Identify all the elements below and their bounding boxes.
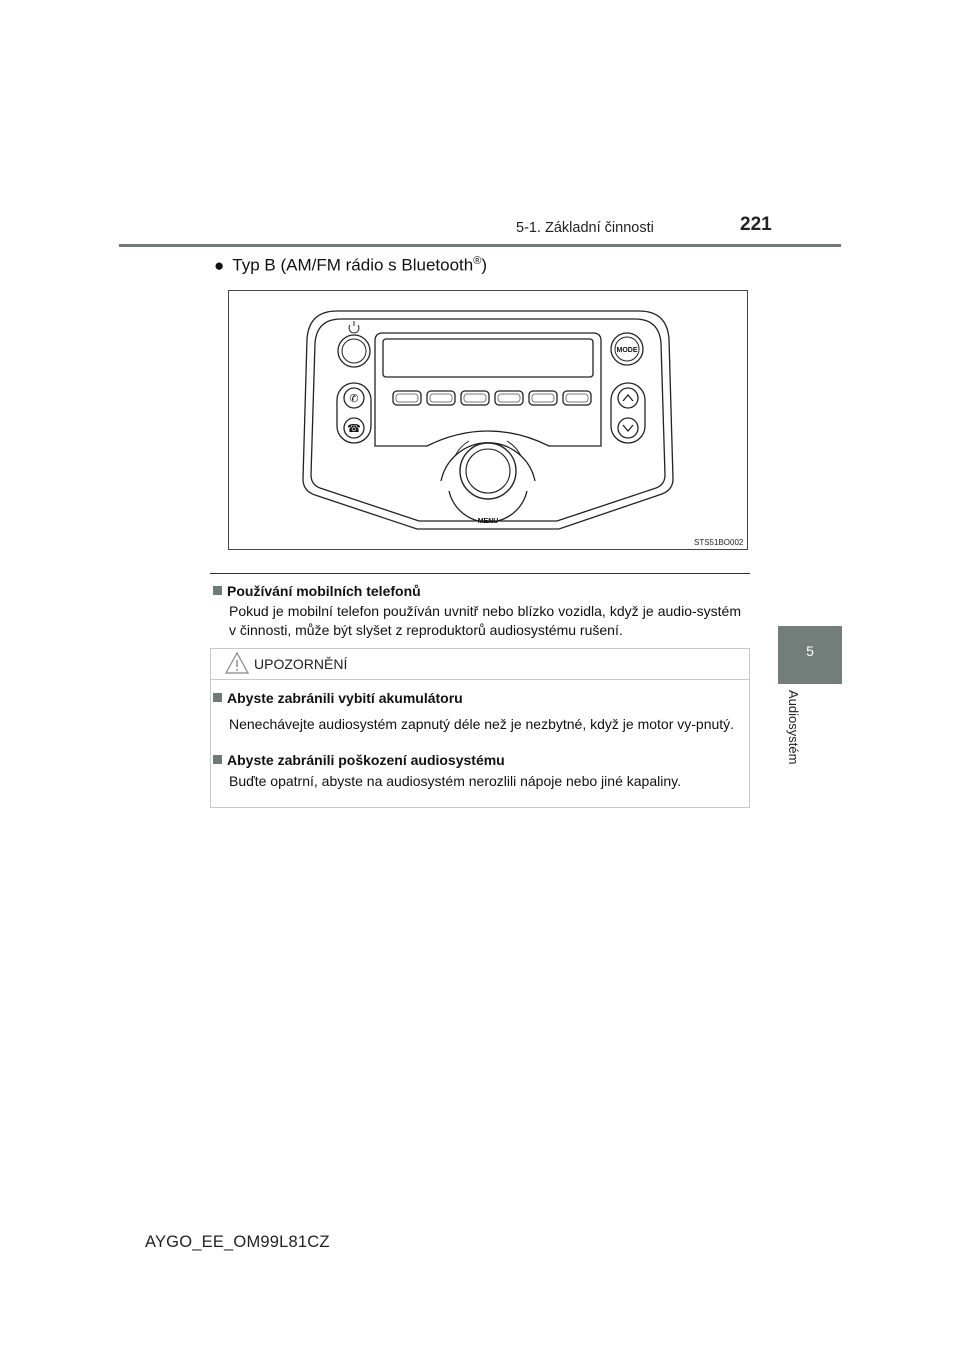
square-bullet-icon	[213, 586, 222, 595]
phone-hangup-icon: ☎	[347, 423, 361, 435]
chapter-tab-number: 5	[806, 643, 814, 659]
section-divider	[210, 573, 750, 574]
warning-triangle-icon	[224, 650, 250, 676]
power-icon	[338, 321, 370, 367]
chapter-label-text: Audiosystém	[786, 690, 801, 765]
menu-label: MENU	[477, 518, 499, 525]
header-divider	[119, 244, 841, 247]
section-heading	[213, 583, 421, 599]
warning-item-title	[213, 752, 505, 768]
warning-item-body: Buďte opatrní, abyste na audiosystém nerozlili nápoje nebo jiné kapaliny.	[229, 773, 681, 789]
phone-pickup-icon: ✆	[349, 393, 359, 405]
warning-item-title	[213, 690, 463, 706]
figure-heading-close: )	[481, 255, 487, 275]
warning-title: UPOZORNĚNÍ	[254, 656, 348, 672]
section-body: Pokud je mobilní telefon používán uvnitř nebo blízko vozidla, když je audio-systém v činnosti, může být slyšet z reproduktorů audiosystému rušení.	[229, 603, 741, 638]
page-number: 221	[740, 214, 772, 235]
audio-unit-illustration	[229, 291, 747, 549]
chevron-up-icon	[623, 395, 633, 401]
section-heading-text: Používání mobilních telefonů	[227, 583, 421, 599]
figure-code: STS51BO002	[694, 538, 744, 547]
square-bullet-icon	[213, 693, 222, 702]
manual-code: AYGO_EE_OM99L81CZ	[145, 1233, 330, 1251]
section-title: 5-1. Základní činnosti	[516, 220, 654, 236]
mode-label: MODE	[616, 347, 638, 354]
audio-unit-figure	[228, 290, 748, 550]
figure-heading-text: Typ B (AM/FM rádio s Bluetooth	[232, 255, 474, 275]
figure-heading	[214, 255, 487, 276]
menu-knob	[441, 441, 535, 522]
warning-item-title-text: Abyste zabránili vybití akumulátoru	[227, 690, 463, 706]
warning-item-body: Nenechávejte audiosystém zapnutý déle než je nezbytné, když je motor vy-pnutý.	[229, 716, 735, 732]
warning-item-title-text: Abyste zabránili poškození audiosystému	[227, 752, 505, 768]
registered-mark: ®	[473, 255, 482, 267]
chapter-label	[786, 690, 806, 790]
warning-header-divider	[210, 679, 750, 680]
mode-button	[611, 333, 643, 365]
bullet-icon: ●	[214, 255, 225, 275]
square-bullet-icon	[213, 755, 222, 764]
chevron-down-icon	[623, 425, 633, 431]
